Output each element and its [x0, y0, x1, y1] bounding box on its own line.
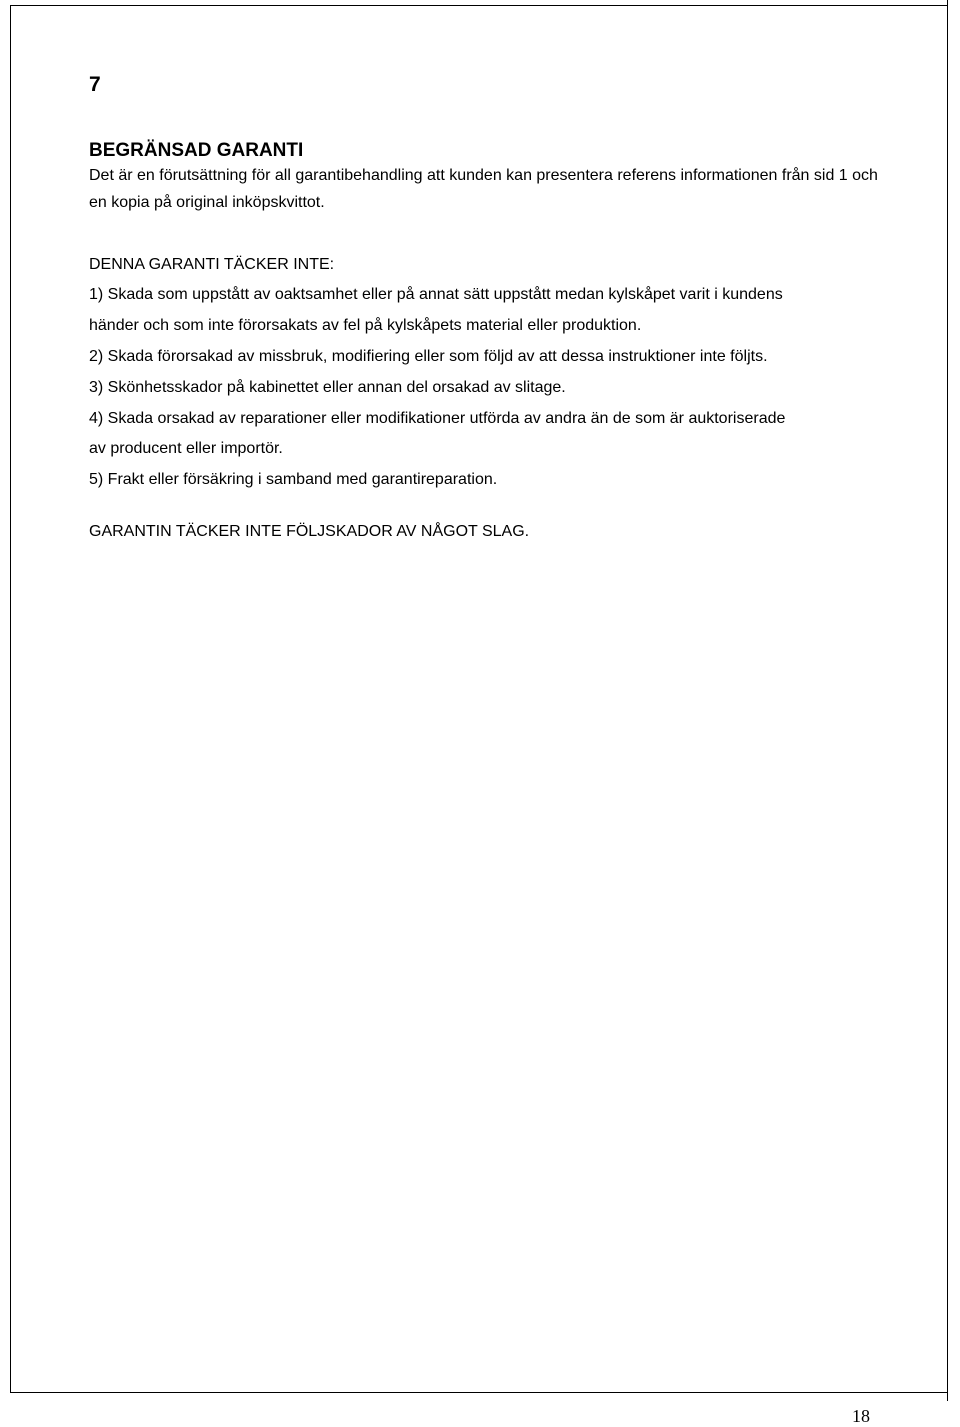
page-number: 18 [852, 1406, 870, 1426]
item-4-line-1: 4) Skada orsakad av reparationer eller modifikationer utförda av andra än de som är auktoriserade [89, 410, 786, 427]
section-number: 7 [89, 73, 101, 96]
item-4-line-2: av producent eller importör. [89, 440, 283, 457]
item-2: 2) Skada förorsakad av missbruk, modifiering eller som följd av att dessa instruktioner inte följts. [89, 348, 768, 365]
border-tick-top [947, 0, 948, 12]
consequential-damage-notice: GARANTIN TÄCKER INTE FÖLJSKADOR AV NÅGOT SLAG. [89, 523, 530, 540]
item-5: 5) Frakt eller försäkring i samband med garantireparation. [89, 471, 498, 488]
item-1-line-2: händer och som inte förorsakats av fel på kylskåpets material eller produktion. [89, 317, 642, 334]
item-3: 3) Skönhetsskador på kabinettet eller annan del orsakad av slitage. [89, 379, 566, 396]
section-heading: BEGRÄNSAD GARANTI [89, 140, 304, 161]
item-1-line-1: 1) Skada som uppstått av oaktsamhet eller på annat sätt uppstått medan kylskåpet varit i kundens [89, 286, 783, 303]
not-covered-title: DENNA GARANTI TÄCKER INTE: [89, 256, 335, 273]
border-tick-bottom [947, 1387, 948, 1401]
intro-paragraph: Det är en förutsättning för all garantibehandling att kunden kan presentera referens informationen från sid 1 och en kopia på original inköpskvittot. [89, 167, 878, 211]
